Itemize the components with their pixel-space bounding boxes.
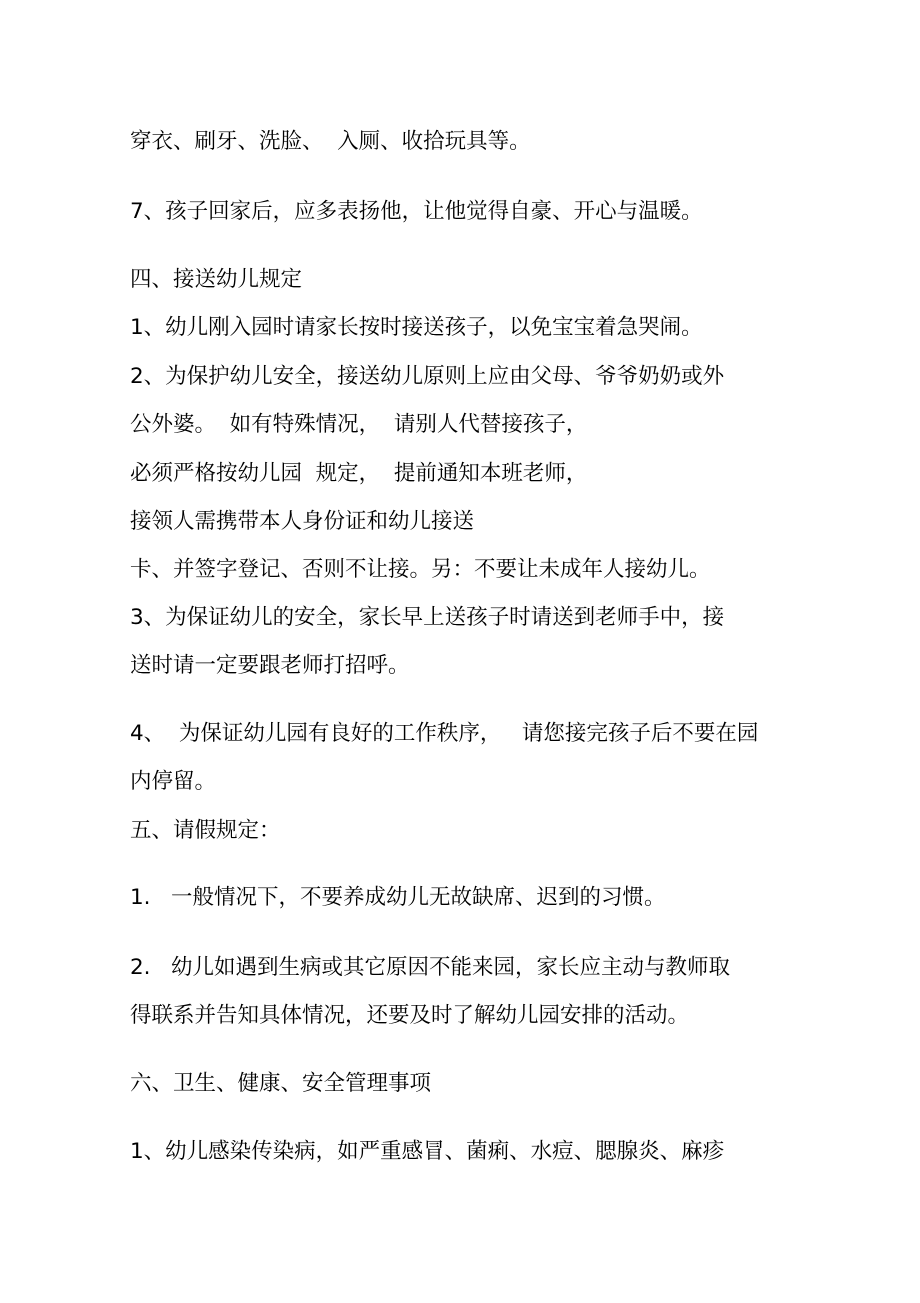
text-line: 4、 为保证幼儿园有良好的工作秩序， 请您接完孩子后不要在园 xyxy=(130,721,759,746)
text-line: 接领人需携带本人身份证和幼儿接送 xyxy=(130,509,475,534)
text-line: 1. 一般情况下，不要养成幼儿无故缺席、迟到的习惯。 xyxy=(130,885,666,910)
text-line: 2、为保护幼儿安全，接送幼儿原则上应由父母、爷爷奶奶或外 xyxy=(130,364,725,389)
text-line: 内停留。 xyxy=(130,769,217,794)
text-line: 1、幼儿感染传染病，如严重感冒、菌痢、水痘、腮腺炎、麻疹 xyxy=(130,1139,725,1164)
text-line: 7、孩子回家后，应多表扬他，让他觉得自豪、开心与温暖。 xyxy=(130,199,703,224)
text-line: 送时请一定要跟老师打招呼。 xyxy=(130,653,410,678)
section-heading: 六、卫生、健康、安全管理事项 xyxy=(130,1071,432,1096)
text-line: 卡、并签字登记、否则不让接。另：不要让未成年人接幼儿。 xyxy=(130,557,711,582)
section-heading: 四、接送幼儿规定 xyxy=(130,267,303,292)
text-line: 2. 幼儿如遇到生病或其它原因不能来园，家长应主动与教师取 xyxy=(130,955,731,980)
text-line: 必须严格按幼儿园 规定， 提前通知本班老师， xyxy=(130,461,588,486)
text-line: 穿衣、刷牙、洗脸、 入厕、收拾玩具等。 xyxy=(130,129,531,154)
text-line: 公外婆。 如有特殊情况， 请别人代替接孩子， xyxy=(130,412,588,437)
text-line: 3、为保证幼儿的安全，家长早上送孩子时请送到老师手中，接 xyxy=(130,605,725,630)
text-line: 1、幼儿刚入园时请家长按时接送孩子，以免宝宝着急哭闹。 xyxy=(130,315,703,340)
section-heading: 五、请假规定： xyxy=(130,818,281,843)
text-line: 得联系并告知具体情况，还要及时了解幼儿园安排的活动。 xyxy=(130,1003,690,1028)
